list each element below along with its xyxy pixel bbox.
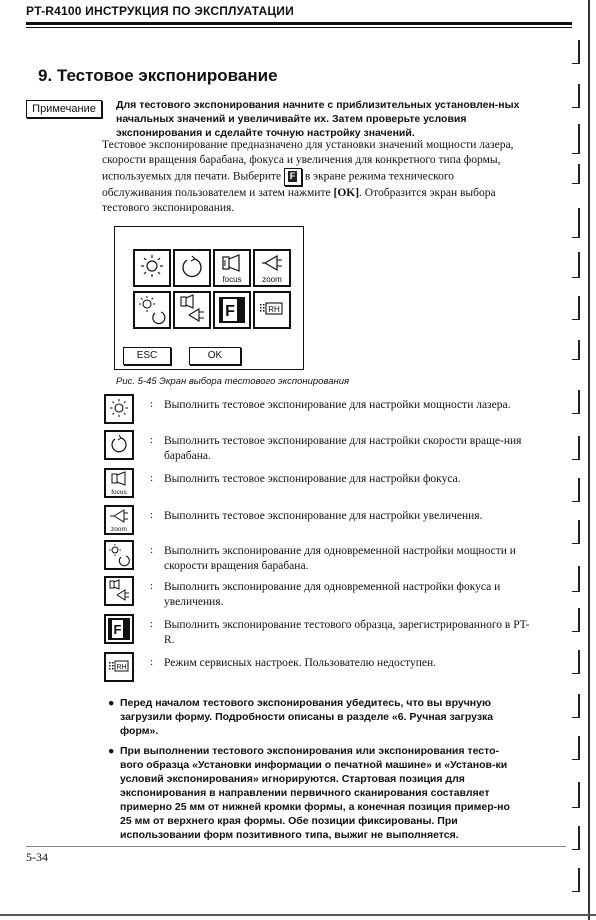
intro-paragraph — [102, 138, 522, 216]
sample-f-inline-icon: F — [284, 168, 302, 186]
page-header-title: PT-R4100 ИНСТРУКЦИЯ ПО ЭКСПЛУАТАЦИИ — [26, 4, 294, 18]
intro-text-3: . Отобразится экран выбора тестового экспонирования. — [102, 187, 496, 214]
sun-icon — [135, 251, 169, 285]
margin-marks — [572, 0, 586, 920]
legend-text: Выполнить экспонирование тестового образца, зарегистрированного в PT-R. — [164, 619, 530, 646]
legend-text: Режим сервисных настроек. Пользователю недоступен. — [164, 657, 437, 669]
sample-f-icon — [215, 293, 249, 327]
screen-focus-zoom-button[interactable] — [173, 291, 211, 329]
header-rule — [26, 22, 572, 25]
zoom-button-label: zoom — [262, 275, 282, 284]
legend-row: : Выполнить тестовое экспонирование для настройки скорости враще-ния барабана. — [104, 430, 534, 460]
note-badge: Примечание — [26, 100, 102, 118]
screen-sample-f-button[interactable] — [213, 291, 251, 329]
screen-ok-button[interactable]: OK — [189, 347, 241, 365]
test-exposure-selection-screen — [114, 226, 304, 370]
legend-zoom-icon — [104, 505, 134, 535]
service-icon — [255, 293, 289, 327]
legend-text: Выполнить тестовое экспонирование для настройки фокуса. — [164, 473, 461, 485]
legend-row: : Выполнить экспонирование для одновременной настройки фокуса и увеличения. — [104, 576, 534, 606]
legend-row: focus : Выполнить тестовое экспонирование для настройки фокуса. — [104, 468, 534, 498]
bullet-item: ● Перед началом тестового экспонирования убедитесь, что вы вручную загрузили форму. Подробности описаны в разделе «6. Ручная загрузка форм». — [108, 697, 494, 737]
legend-text: Выполнить экспонирование для одновременной настройки мощности и скорости вращения барабана. — [164, 545, 516, 572]
legend-focus-icon — [104, 468, 134, 498]
legend-row: RH : Режим сервисных настроек. Пользователю недоступен. — [104, 652, 534, 682]
screen-rotate-button[interactable] — [173, 249, 211, 287]
bullet-text: При выполнении тестового экспонирования или экспонирования тесто-вого образца «Установки информации о печатной машине» и «Установ-ки условий экспонирования» игнорируются. Стартовая позиция для экспонирования в направлении первичного сканирования составляет примерно 25 мм от нижней кромки формы, а конечная позиция пример-но 25 мм от верхнего края формы. Обе позиции фиксированы. При использовании форм позитивного типа, выжиг не выполняется. — [120, 745, 510, 841]
screen-sun-rotate-button[interactable] — [133, 291, 171, 329]
bullet-item: ● При выполнении тестового экспонирования или экспонирования тесто-вого образца «Установки информации о печатной машине» и «Установ-ки условий экспонирования» игнорируются. Стартовая позиция для экспонирования в направлении первичного сканирования составляет примерно 25 мм от нижней кромки формы, а конечная позиция пример-но 25 мм от верхнего края формы. Обе позиции фиксированы. При использовании форм позитивного типа, выжиг не выполняется. — [108, 745, 510, 841]
svg-text:RH: RH — [268, 305, 280, 314]
bullet-text: Перед началом тестового экспонирования убедитесь, что вы вручную загрузили форму. Подробности описаны в разделе «6. Ручная загрузка форм». — [120, 697, 494, 737]
rotate-icon — [175, 251, 209, 285]
legend-focus-label: focus — [111, 489, 127, 496]
legend-service-icon — [104, 652, 134, 682]
screen-zoom-button[interactable] — [253, 249, 291, 287]
legend-sample-f-icon — [104, 614, 134, 644]
legend-text: Выполнить тестовое экспонирование для настройки увеличения. — [164, 510, 483, 522]
legend-row: zoom : Выполнить тестовое экспонирование для настройки увеличения. — [104, 505, 534, 535]
legend-row: : Выполнить тестовое экспонирование для настройки мощности лазера. — [104, 394, 534, 424]
screen-esc-button[interactable]: ESC — [123, 347, 171, 365]
legend-text: Выполнить тестовое экспонирование для настройки мощности лазера. — [164, 399, 511, 411]
legend-sun-rotate-icon — [104, 540, 134, 570]
legend-row: F : Выполнить экспонирование тестового образца, зарегистрированного в PT-R. — [104, 614, 534, 644]
screen-service-button[interactable] — [253, 291, 291, 329]
figure-caption: Рис. 5-45 Экран выбора тестового экспонирования — [116, 376, 350, 387]
page-edge-bottom — [0, 914, 596, 916]
header-rule-thin — [26, 27, 572, 28]
legend-sun-icon — [104, 394, 134, 424]
svg-text:F: F — [113, 622, 122, 637]
screen-focus-button[interactable] — [213, 249, 251, 287]
intro-ok-label: [OK] — [333, 187, 360, 199]
note-text: Для тестового экспонирования начните с приблизительных установлен-ных начальных значений и увеличивайте их. Затем проверьте условия экспонирования и сделайте точную настройку значений. — [116, 99, 520, 139]
page-edge-right — [588, 0, 590, 920]
focus-zoom-icon — [175, 293, 209, 327]
intro-text-2: в экране режима технического обслуживания пользователем и затем нажмите — [102, 170, 455, 199]
legend-text: Выполнить экспонирование для одновременной настройки фокуса и увеличения. — [164, 581, 501, 608]
legend-zoom-label: zoom — [111, 526, 127, 533]
svg-text:F: F — [225, 303, 235, 320]
legend-focus-zoom-icon — [104, 576, 134, 606]
section-title: 9. Тестовое экспонирование — [38, 66, 278, 85]
sun-rotate-icon — [135, 293, 169, 327]
page-number: 5-34 — [26, 850, 48, 864]
focus-button-label: focus — [222, 275, 242, 284]
legend-rotate-icon — [104, 430, 134, 460]
intro-text-1: Тестовое экспонирование предназначено для установки значений мощности лазера, скорости вращения барабана, фокуса и увеличения для конкретного типа формы, используемых для печати. Выберите — [102, 139, 514, 183]
svg-text:RH: RH — [116, 664, 127, 671]
legend-row: : Выполнить экспонирование для одновременной настройки мощности и скорости вращения барабана. — [104, 540, 534, 570]
screen-sun-button[interactable] — [133, 249, 171, 287]
legend-text: Выполнить тестовое экспонирование для настройки скорости враще-ния барабана. — [164, 435, 522, 462]
footer-rule — [26, 846, 566, 847]
